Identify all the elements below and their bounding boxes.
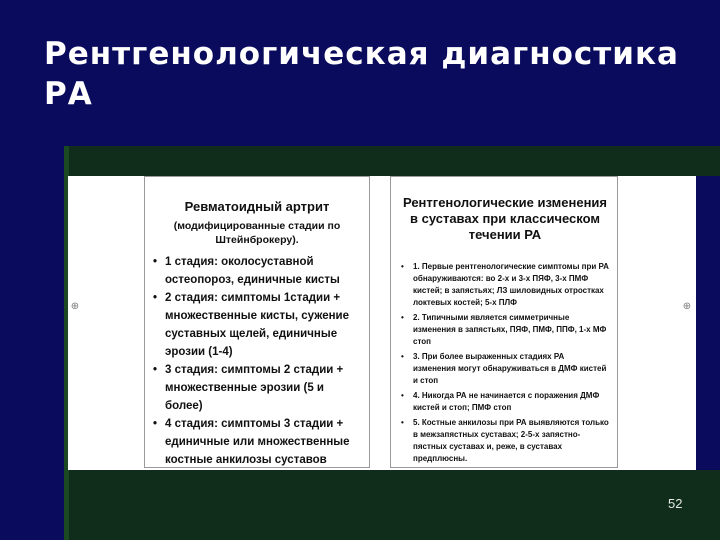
- list-item: • 1. Первые рентгенологические симптомы при РА обнаруживаются: во 2-х и 3-х ПЯФ, 3-х ПМФ кистей; в запястьях; ЛЗ шиловидных отростках локтевых костей; 5-х ПЛФ: [401, 261, 609, 309]
- list-item: • 2. Типичными является симметричные изменения в запястьях, ПЯФ, ПМФ, ППФ, 1-х МФ стоп: [401, 312, 609, 348]
- decorative-band-bottom: [64, 470, 720, 540]
- left-panel-subtitle: (модифицированные стадии по Штейнброкеру).: [173, 220, 341, 246]
- left-panel: [144, 176, 370, 468]
- scanned-document-image: [68, 176, 696, 470]
- list-item: • 2 стадия: симптомы 1стадии + множественные кисты, сужение суставных щелей, единичные эрозии (1-4): [153, 289, 361, 361]
- decorative-band-top: [64, 146, 720, 176]
- list-item: • 3. При более выраженных стадиях РА изменения могут обнаруживаться в ДМФ кистей и стоп: [401, 351, 609, 387]
- scroll-right-icon[interactable]: ⊕: [682, 301, 692, 312]
- left-panel-title: Ревматоидный артрит: [184, 199, 330, 214]
- list-item: • 5. Костные анкилозы при РА выявляются только в межзапястных суставах; 2-5-х запястно-пястных суставах и, реже, в суставах предплюсны.: [401, 417, 609, 465]
- list-item: • 3 стадия: симптомы 2 стадии + множественные эрозии (5 и более): [153, 361, 361, 415]
- right-panel-list: [401, 261, 609, 465]
- right-panel-title: Рентгенологические изменения в суставах при классическом течении РА: [402, 195, 607, 242]
- page-number: 52: [668, 496, 683, 511]
- list-item: • 4. Никогда РА не начинается с поражения ДМФ кистей и стоп; ПМФ стоп: [401, 390, 609, 414]
- scroll-left-icon[interactable]: ⊕: [70, 301, 80, 312]
- left-panel-list: [153, 253, 361, 469]
- list-item: • 4 стадия: симптомы 3 стадии + единичные или множественные костные анкилозы суставов: [153, 415, 361, 469]
- list-item: • 1 стадия: околосуставной остеопороз, единичные кисты: [153, 253, 361, 289]
- slide-title: Рентгенологическая диагностика РА: [44, 36, 679, 112]
- right-panel: [390, 176, 618, 468]
